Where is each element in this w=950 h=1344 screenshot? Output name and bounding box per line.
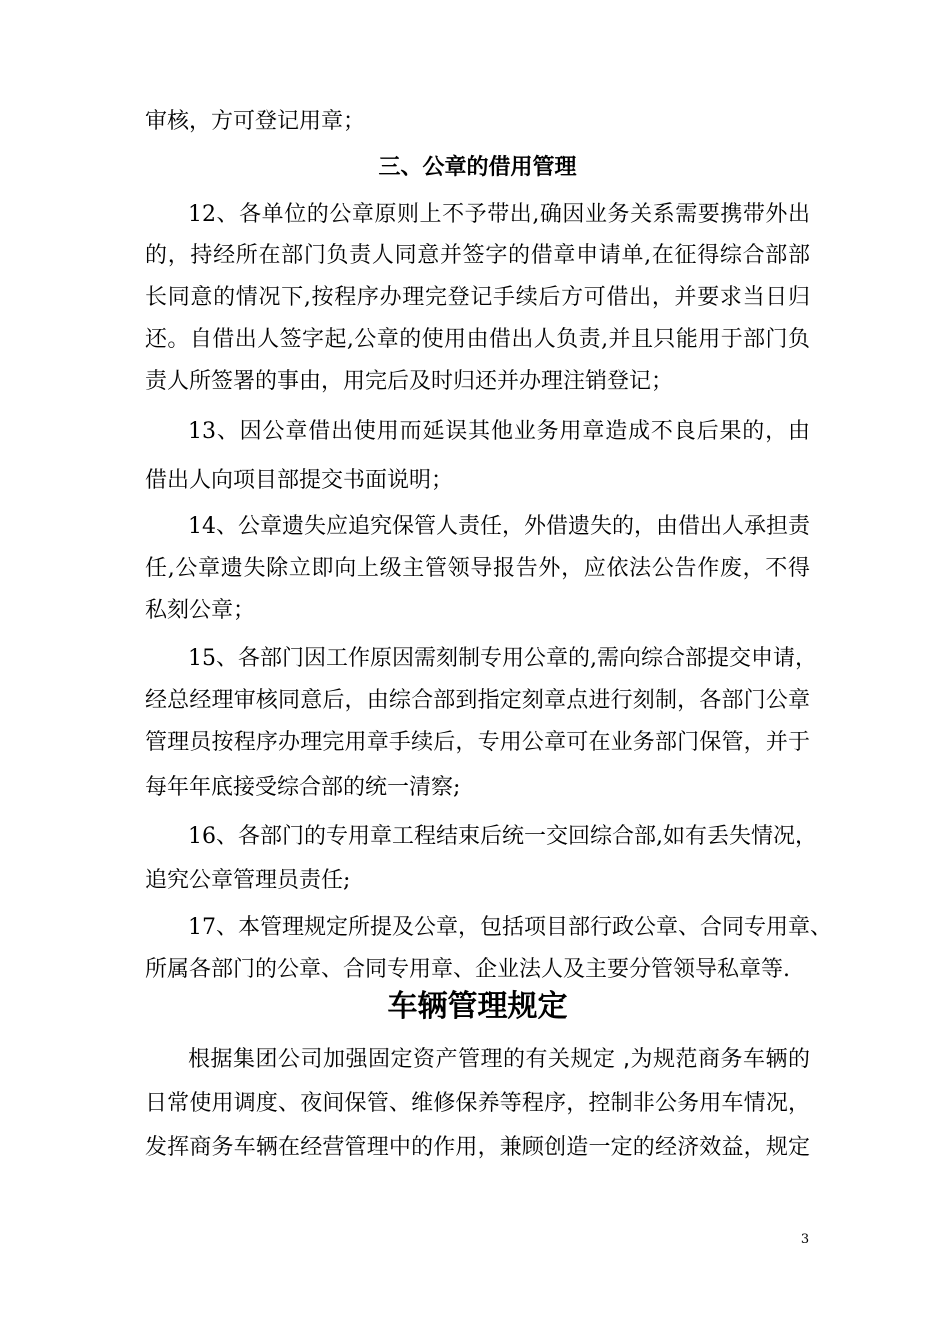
paragraph-line: 12、各单位的公章原则上不予带出,确因业务关系需要携带外出: [188, 202, 810, 227]
paragraph-line: 日常使用调度、夜间保管、维修保养等程序，控制非公务用车情况，: [145, 1091, 810, 1116]
paragraph-line: 每年年底接受综合部的统一清察;: [145, 775, 461, 800]
paragraph-line: 17、本管理规定所提及公章，包括项目部行政公章、合同专用章、: [188, 915, 832, 940]
paragraph-line: 管理员按程序办理完用章手续后，专用公章可在业务部门保管，并于: [145, 730, 810, 755]
paragraph-line: 追究公章管理员责任;: [145, 868, 351, 893]
paragraph-line: 14、公章遗失应追究保管人责任，外借遗失的，由借出人承担责: [188, 514, 810, 539]
paragraph-line: 任,公章遗失除立即向上级主管领导报告外，应依法公告作废，不得: [145, 556, 810, 581]
paragraph-line: 责人所签署的事由，用完后及时归还并办理注销登记；: [145, 369, 674, 394]
paragraph-line: 的，持经所在部门负责人同意并签字的借章申请单,在征得综合部部: [145, 243, 810, 268]
section-heading: 三、公章的借用管理: [378, 155, 577, 180]
paragraph-line: 经总经理审核同意后，由综合部到指定刻章点进行刻制，各部门公章: [145, 688, 810, 713]
document-title: 车辆管理规定: [387, 989, 568, 1024]
paragraph-line: 15、各部门因工作原因需刻制专用公章的,需向综合部提交申请，: [188, 646, 817, 671]
paragraph-line: 借出人向项目部提交书面说明；: [145, 468, 454, 493]
paragraph-line: 16、各部门的专用章工程结束后统一交回综合部,如有丢失情况，: [188, 824, 817, 849]
page-number: 3: [800, 1232, 810, 1247]
paragraph-line: 发挥商务车辆在经营管理中的作用，兼顾创造一定的经济效益，规定: [145, 1135, 810, 1160]
paragraph-line: 审核，方可登记用章；: [145, 109, 366, 134]
paragraph-line: 13、因公章借出使用而延误其他业务用章造成不良后果的，由: [188, 419, 810, 444]
paragraph-line: 私刻公章；: [145, 598, 256, 623]
paragraph-line: 根据集团公司加强固定资产管理的有关规定 ,为规范商务车辆的: [188, 1047, 810, 1072]
paragraph-line: 还。自借出人签字起,公章的使用由借出人负责,并且只能用于部门负: [145, 327, 810, 352]
paragraph-line: 所属各部门的公章、合同专用章、企业法人及主要分管领导私章等.: [145, 957, 790, 982]
paragraph-line: 长同意的情况下,按程序办理完登记手续后方可借出，并要求当日归: [145, 285, 810, 310]
